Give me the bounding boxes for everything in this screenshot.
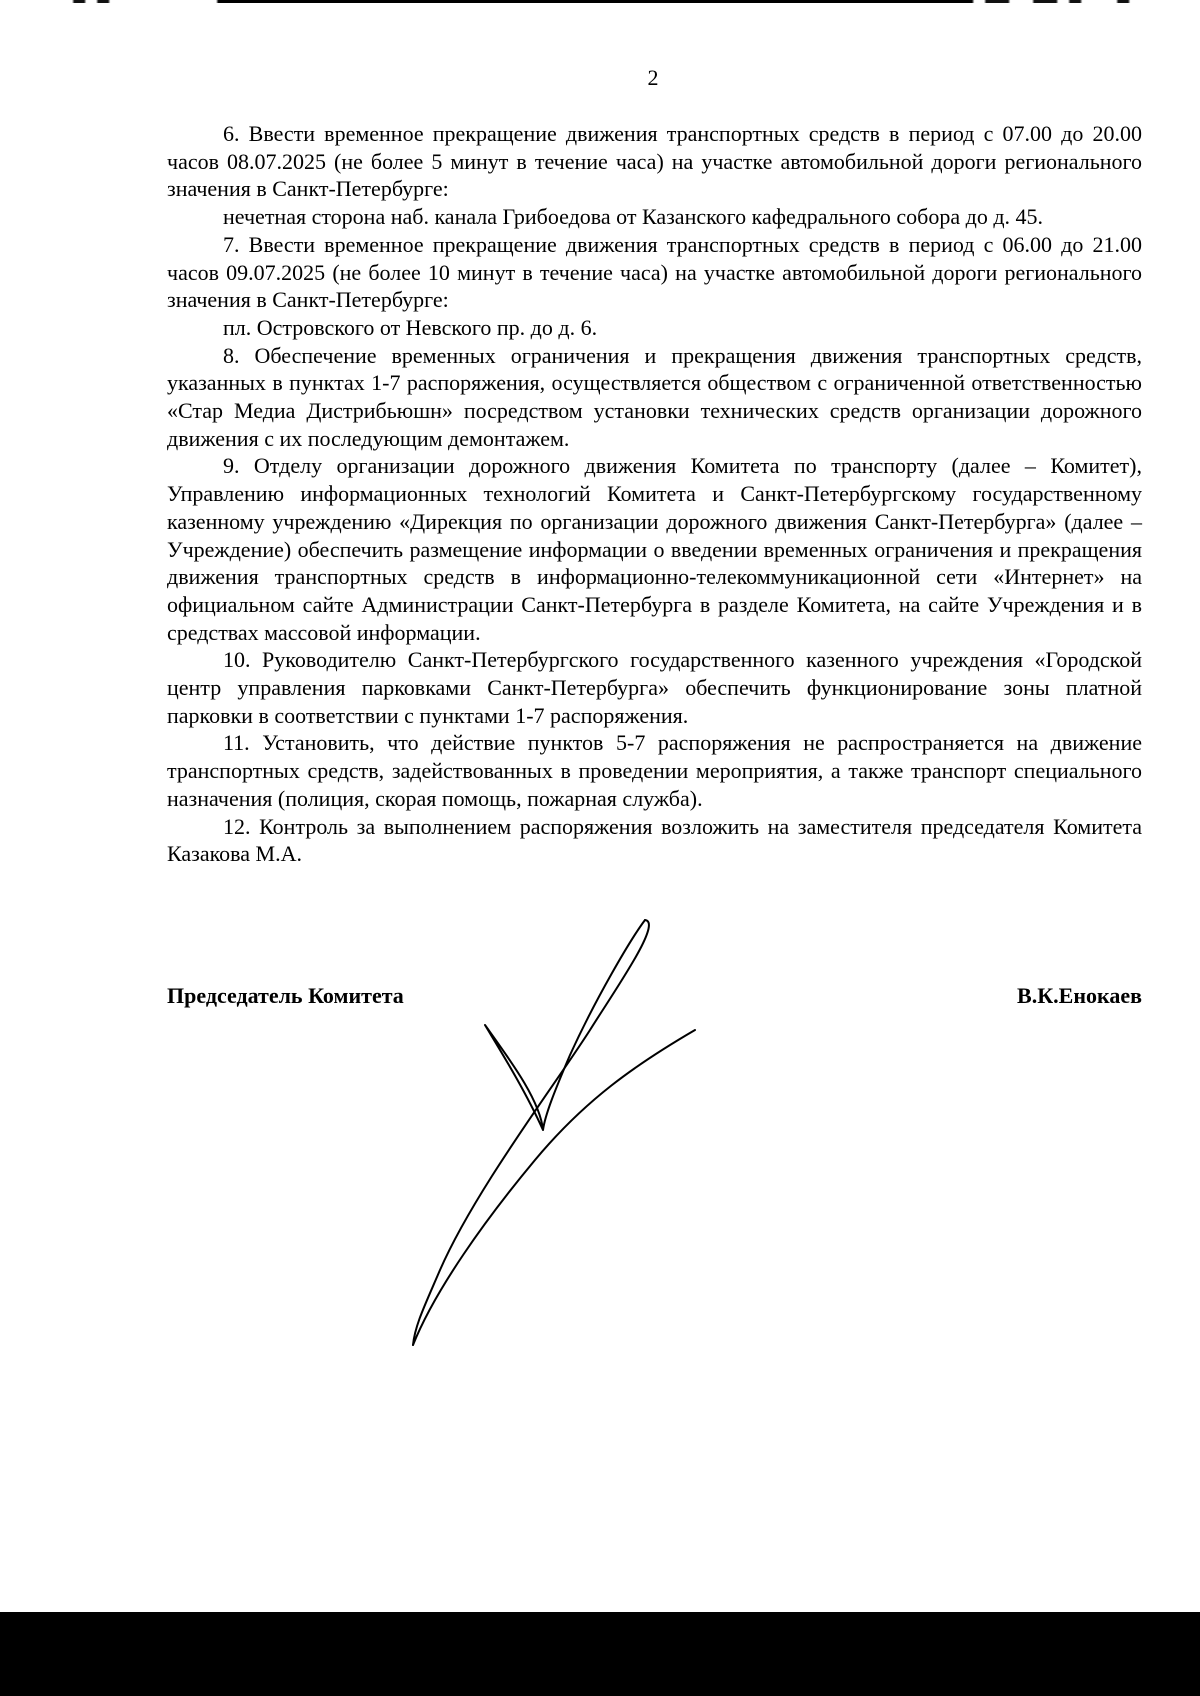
paragraph-7-item: пл. Островского от Невского пр. до д. 6. (223, 314, 598, 340)
paragraph-8: 8. Обеспечение временных ограничения и прекращения движения транспортных средств, указанных в пунктах 1-7 распоряжения, осуществляется обществом с ограниченной ответственностью «Стар Медиа Дистрибьюшн» посредством установки технических средств организации дорожного движения с их последующим демонтажем. (167, 342, 1142, 451)
paragraph-11: 11. Установить, что действие пунктов 5-7 распоряжения не распространяется на движение транспортных средств, задействованных в проведении мероприятия, а также транспорт специального назначения (полиция, скорая помощь, пожарная служба). (167, 730, 1142, 811)
scan-bottom-border (0, 1612, 1200, 1696)
paragraph-9: 9. Отделу организации дорожного движения Комитета по транспорту (далее – Комитет), Управлению информационных технологий Комитета и Санкт-Петербургскому государственному казенному учреждению «Дирекция по организации дорожного движения Санкт-Петербурга» (далее – Учреждение) обеспечить размещение информации о введении временных ограничения и прекращения движения транспортных средств в информационно-телекоммуникационной сети «Интернет» на официальном сайте Администрации Санкт-Петербурга в разделе Комитета, на сайте Учреждения и в средствах массовой информации. (167, 453, 1142, 645)
paragraph-6: 6. Ввести временное прекращение движения транспортных средств в период с 07.00 до 20.00 часов 08.07.2025 (не более 5 минут в течение часа) на участке автомобильной дороги регионального значения в Санкт-Петербурге: (167, 121, 1142, 202)
paragraph-7: 7. Ввести временное прекращение движения транспортных средств в период с 06.00 до 21.00 часов 09.07.2025 (не более 10 минут в течение часа) на участке автомобильной дороги регионального значения в Санкт-Петербурге: (167, 231, 1142, 313)
signatory-name: В.К.Енокаев (1017, 983, 1142, 1008)
paragraph-10: 10. Руководителю Санкт-Петербургского государственного казенного учреждения «Городской центр управления парковками Санкт-Петербурга» обеспечить функционирование зоны платной парковки в соответствии с пунктами 1-7 распоряжения. (167, 647, 1142, 728)
page-number: 2 (647, 65, 659, 90)
signatory-position: Председатель Комитета (167, 983, 404, 1008)
handwritten-signature (405, 920, 765, 1360)
document-body (167, 120, 1142, 868)
scan-edge-line (0, 0, 1200, 3)
paragraph-12: 12. Контроль за выполнением распоряжения возложить на заместителя председателя Комитета Казакова М.А. (167, 813, 1142, 867)
paragraph-6-item: нечетная сторона наб. канала Грибоедова от Казанского кафедрального собора до д. 45. (223, 204, 1044, 230)
